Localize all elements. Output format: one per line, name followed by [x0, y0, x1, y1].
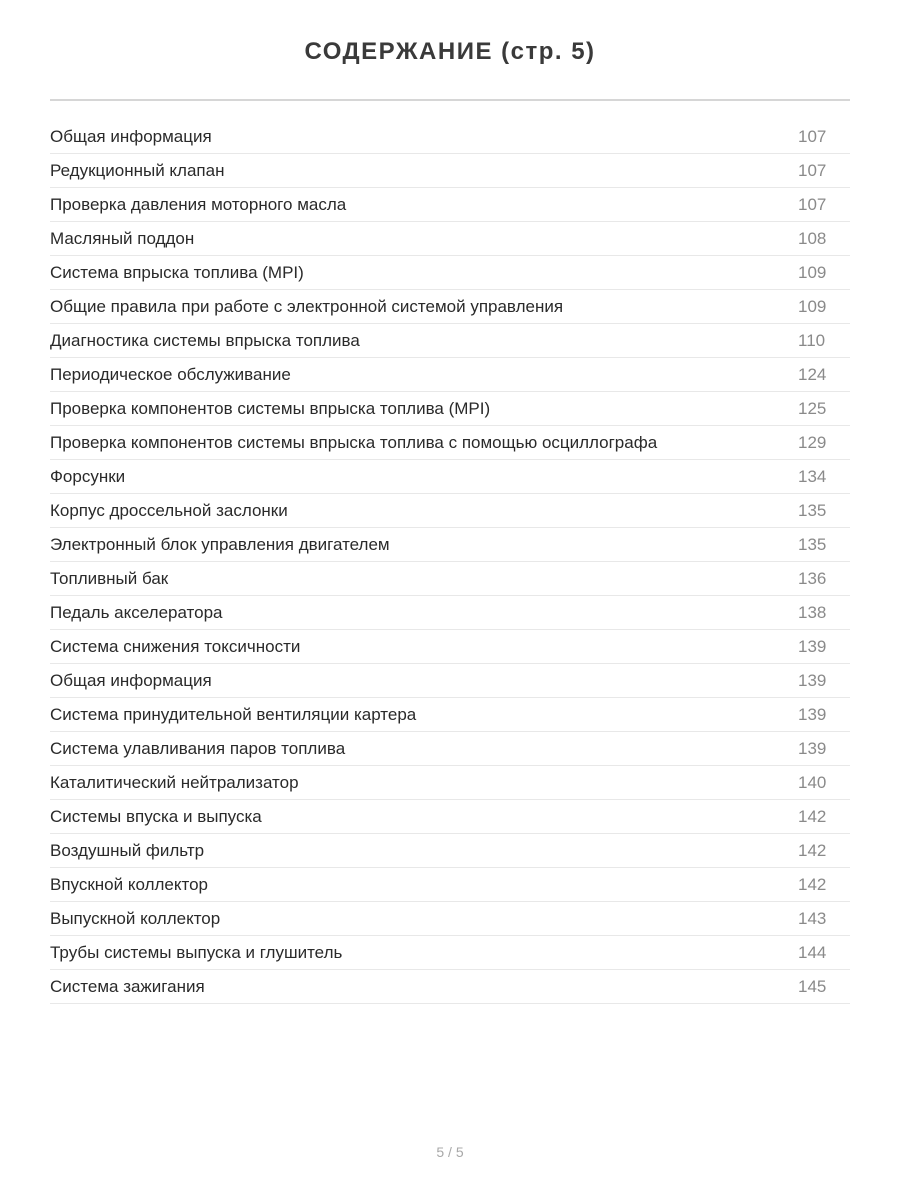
toc-entry[interactable]: [50, 868, 850, 902]
toc-entry-page: 134: [798, 466, 827, 486]
toc-entry[interactable]: [50, 154, 850, 188]
toc-entry-page: 139: [798, 738, 827, 758]
toc-entry-page: 125: [798, 398, 827, 418]
toc-entry[interactable]: [50, 256, 850, 290]
toc-entry-title: Воздушный фильтр: [50, 840, 205, 860]
toc-entry-title: Масляный поддон: [50, 228, 195, 248]
toc-entry-title: Каталитический нейтрализатор: [50, 772, 299, 792]
toc-entry[interactable]: [50, 358, 850, 392]
toc-entry[interactable]: [50, 562, 850, 596]
toc-entry-page: 107: [798, 194, 827, 214]
toc-entry-page: 135: [798, 500, 827, 520]
toc-entry-page: 135: [798, 534, 827, 554]
toc-entry-title: Система снижения токсичности: [50, 636, 301, 656]
toc-entry[interactable]: [50, 800, 850, 834]
toc-entry[interactable]: [50, 392, 850, 426]
toc-entry[interactable]: [50, 596, 850, 630]
toc-entry[interactable]: [50, 630, 850, 664]
toc-entry-page: 142: [798, 874, 827, 894]
toc-entry[interactable]: [50, 834, 850, 868]
toc-entry[interactable]: [50, 460, 850, 494]
toc-entry-page: 107: [798, 126, 827, 146]
toc-entry-title: Проверка давления моторного масла: [50, 194, 347, 214]
toc-entry-title: Диагностика системы впрыска топлива: [50, 330, 360, 350]
page-indicator: 5 / 5: [436, 1144, 464, 1160]
page-title: СОДЕРЖАНИЕ (стр. 5): [304, 38, 596, 65]
toc-entry-title: Общая информация: [50, 670, 212, 690]
toc-entry-title: Топливный бак: [50, 568, 169, 588]
title-divider: [50, 99, 850, 101]
toc-entry-title: Общая информация: [50, 126, 212, 146]
toc-entry-page: 124: [798, 364, 827, 384]
toc-entry-page: 138: [798, 602, 827, 622]
toc-entry-title: Проверка компонентов системы впрыска топлива (MPI): [50, 398, 491, 418]
toc-entry-title: Корпус дроссельной заслонки: [50, 500, 288, 520]
toc-entry-page: 142: [798, 806, 827, 826]
toc-entry-title: Выпускной коллектор: [50, 908, 221, 928]
toc-entry-page: 142: [798, 840, 827, 860]
toc-entry-page: 129: [798, 432, 827, 452]
toc-entry[interactable]: [50, 290, 850, 324]
toc-entry-title: Впускной коллектор: [50, 874, 208, 894]
toc-entry-title: Периодическое обслуживание: [50, 364, 291, 384]
toc-entry-page: 136: [798, 568, 827, 588]
toc-entry-title: Редукционный клапан: [50, 160, 225, 180]
toc-entry[interactable]: [50, 324, 850, 358]
toc-list: [50, 120, 850, 1004]
toc-entry[interactable]: [50, 426, 850, 460]
toc-entry-title: Педаль акселератора: [50, 602, 223, 622]
toc-entry-title: Система улавливания паров топлива: [50, 738, 346, 758]
toc-entry-page: 109: [798, 262, 827, 282]
toc-entry-page: 140: [798, 772, 827, 792]
toc-entry[interactable]: [50, 698, 850, 732]
toc-entry[interactable]: [50, 528, 850, 562]
toc-entry-page: 139: [798, 704, 827, 724]
toc-entry[interactable]: [50, 970, 850, 1004]
toc-entry-title: Системы впуска и выпуска: [50, 806, 262, 826]
toc-entry-title: Общие правила при работе с электронной системой управления: [50, 296, 564, 316]
toc-entry[interactable]: [50, 766, 850, 800]
toc-entry-page: 110: [798, 330, 826, 350]
toc-entry-page: 144: [798, 942, 827, 962]
toc-entry-page: 107: [798, 160, 827, 180]
toc-entry[interactable]: [50, 732, 850, 766]
toc-entry[interactable]: [50, 120, 850, 154]
toc-entry-title: Система впрыска топлива (MPI): [50, 262, 304, 282]
toc-entry[interactable]: [50, 222, 850, 256]
toc-entry-title: Проверка компонентов системы впрыска топлива с помощью осциллографа: [50, 432, 658, 452]
toc-entry-title: Система зажигания: [50, 976, 205, 996]
toc-entry-page: 109: [798, 296, 827, 316]
toc-entry[interactable]: [50, 494, 850, 528]
toc-entry-title: Трубы системы выпуска и глушитель: [50, 942, 343, 962]
toc-entry-title: Система принудительной вентиляции картера: [50, 704, 417, 724]
toc-entry[interactable]: [50, 902, 850, 936]
toc-entry[interactable]: [50, 664, 850, 698]
toc-entry-page: 139: [798, 670, 827, 690]
toc-entry-title: Форсунки: [50, 466, 126, 486]
toc-entry-page: 139: [798, 636, 827, 656]
toc-entry[interactable]: [50, 936, 850, 970]
toc-entry-page: 108: [798, 228, 827, 248]
toc-entry-title: Электронный блок управления двигателем: [50, 534, 390, 554]
toc-entry-page: 143: [798, 908, 827, 928]
toc-entry[interactable]: [50, 188, 850, 222]
toc-entry-page: 145: [798, 976, 827, 996]
